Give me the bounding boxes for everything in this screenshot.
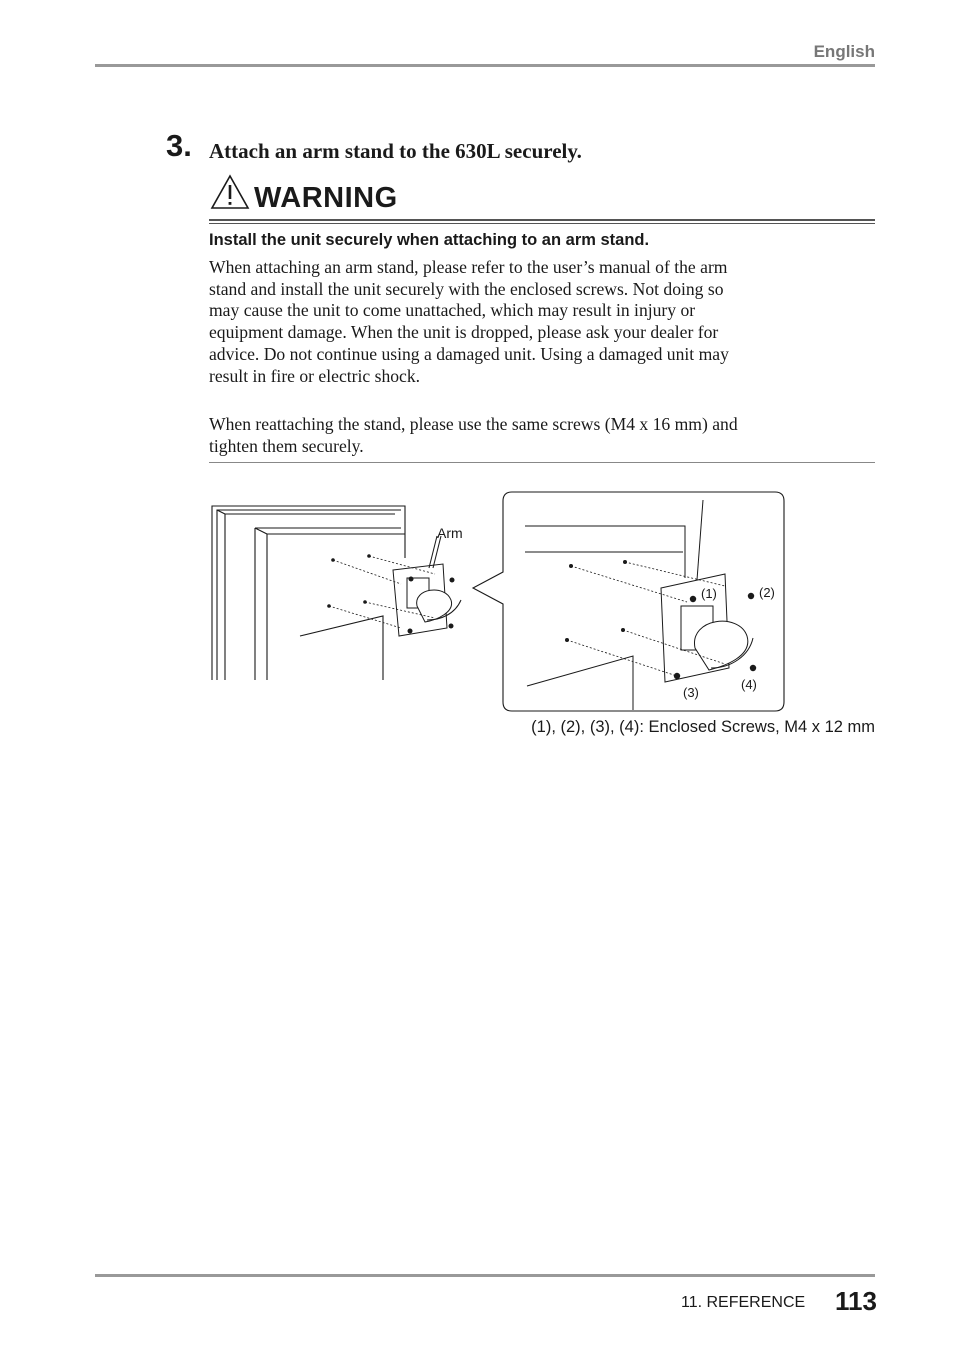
warning-triangle-icon xyxy=(210,174,250,210)
figure-caption: (1), (2), (3), (4): Enclosed Screws, M4 x 12 mm xyxy=(531,718,875,736)
monitor-back-illustration xyxy=(212,506,405,680)
screw-label-1: (1) xyxy=(701,586,717,601)
warning-paragraph-2: When reattaching the stand, please use the same screws (M4 x 16 mm) and tighten them securely. xyxy=(209,414,738,456)
step-number: 3. xyxy=(166,128,192,163)
screw-label-4: (4) xyxy=(741,677,757,692)
warning-subtitle: Install the unit securely when attaching to an arm stand. xyxy=(209,231,650,249)
screw-label-2: (2) xyxy=(759,585,775,600)
callout-bubble xyxy=(473,492,784,711)
mounting-bracket-left xyxy=(393,536,461,636)
warning-rule-bottom xyxy=(209,462,875,463)
warning-title: WARNING xyxy=(254,182,398,214)
header-rule xyxy=(95,64,875,67)
warning-rule-top-thin xyxy=(209,223,875,224)
footer-section: 11. REFERENCE xyxy=(681,1294,806,1311)
footer-page-number: 113 xyxy=(835,1286,877,1316)
arm-label: Arm xyxy=(437,525,463,541)
warning-paragraph-1: When attaching an arm stand, please refer to the user’s manual of the arm stand and install the unit securely with the enclosed screws. Not doing so may cause the unit to come unattached, which may result in injury or equipment damage. When the unit is dropped, please ask your dealer for advice. Do not continue using a damaged unit. Using a damaged unit may result in fire or electric shock. xyxy=(209,257,729,386)
step-title: Attach an arm stand to the 630L securely. xyxy=(209,139,582,163)
screw-label-3: (3) xyxy=(683,685,699,700)
arm-stand-diagram xyxy=(205,488,795,718)
footer-rule xyxy=(95,1274,875,1277)
header-language: English xyxy=(813,42,875,61)
warning-rule-top xyxy=(209,219,875,221)
